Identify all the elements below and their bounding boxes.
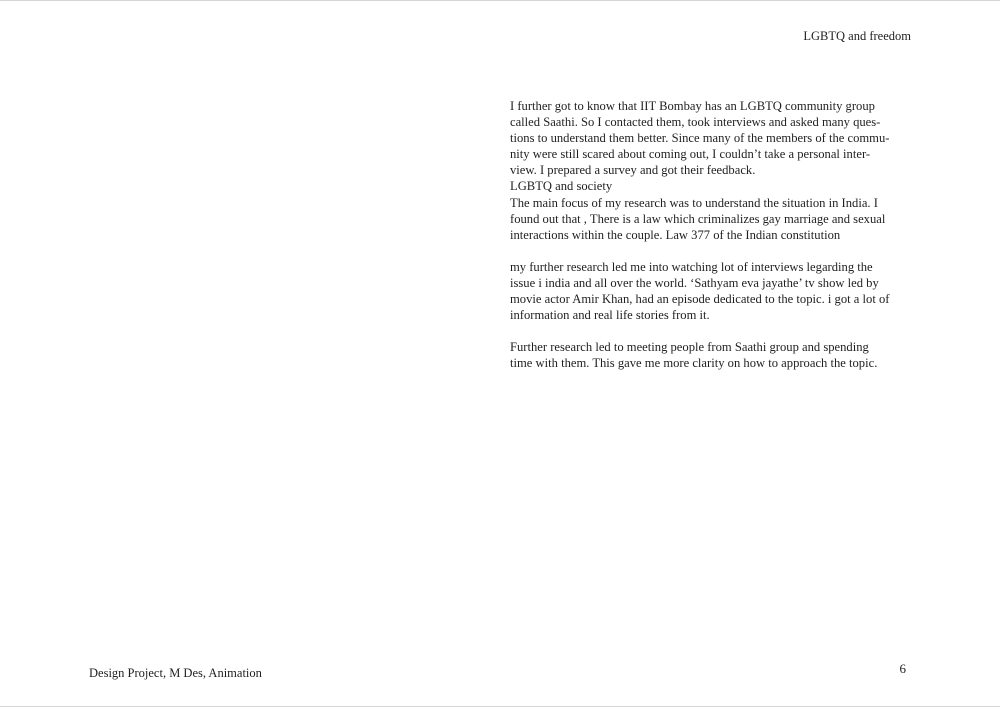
page-number: 6 (899, 661, 906, 676)
body-text (510, 98, 910, 371)
text-line: interactions within the couple. Law 377 of the Indian constitution (510, 227, 841, 242)
paragraph-meeting-saathi (510, 339, 910, 371)
text-line: called Saathi. So I contacted them, took interviews and asked many ques- (510, 115, 881, 130)
text-line: tions to understand them better. Since many of the members of the commu- (510, 131, 890, 146)
text-line: my further research led me into watching lot of interviews legarding the (510, 259, 873, 274)
paragraph-interviews (510, 259, 910, 323)
text-line: Further research led to meeting people from Saathi group and spending (510, 340, 869, 355)
text-line: nity were still scared about coming out, I couldn’t take a personal inter- (510, 147, 871, 162)
text-line: movie actor Amir Khan, had an episode dedicated to the topic. i got a lot of (510, 292, 890, 307)
text-line: information and real life stories from it. (510, 308, 710, 323)
text-line: The main focus of my research was to understand the situation in India. I (510, 195, 878, 210)
text-line: view. I prepared a survey and got their feedback. (510, 163, 756, 178)
paragraph-research-focus (510, 195, 910, 243)
text-line: found out that , There is a law which criminalizes gay marriage and sexual (510, 211, 886, 226)
footer-course: Design Project, M Des, Animation (89, 666, 262, 680)
text-line: time with them. This gave me more clarity on how to approach the topic. (510, 356, 878, 371)
running-header: LGBTQ and freedom (803, 29, 911, 43)
text-line: issue i india and all over the world. ‘Sathyam eva jayathe’ tv show led by (510, 275, 879, 290)
text-line: I further got to know that IIT Bombay has an LGBTQ community group (510, 99, 875, 113)
paragraph-saathi-contact (510, 98, 910, 178)
subheading-text: LGBTQ and society (510, 179, 613, 194)
subheading-lgbtq-society (510, 178, 910, 194)
